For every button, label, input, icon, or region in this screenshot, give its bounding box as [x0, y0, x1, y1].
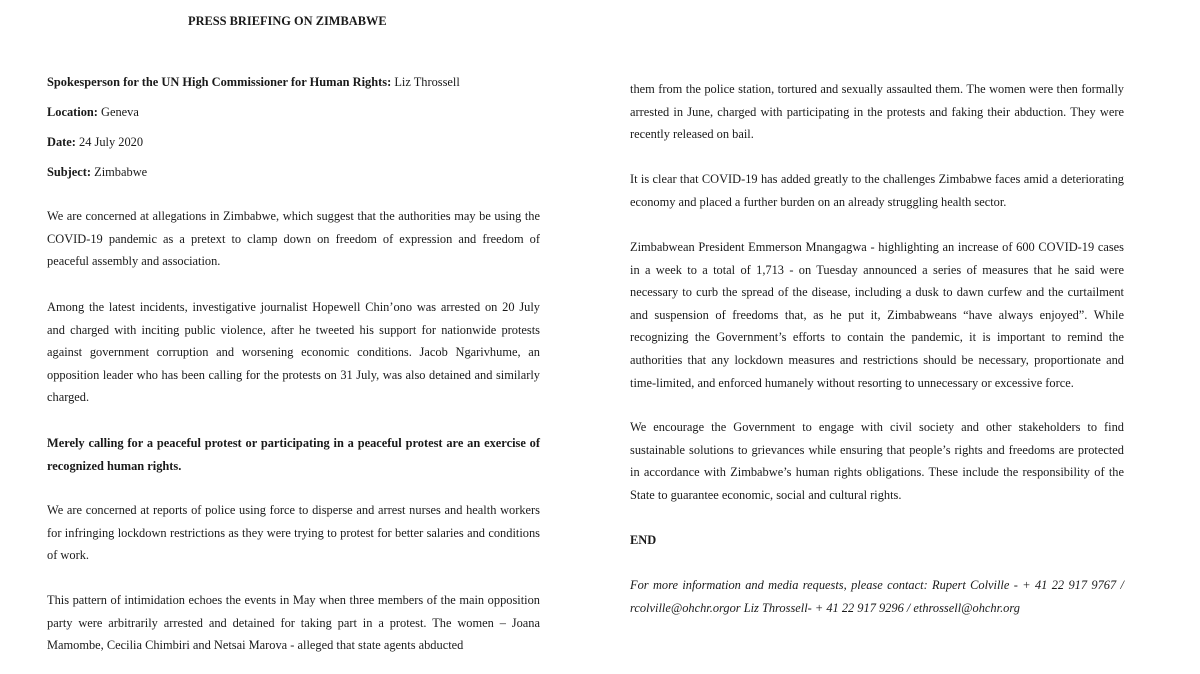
- paragraph-covid-challenges: It is clear that COVID-19 has added greatly to the challenges Zimbabwe faces amid a deteriorating economy and placed a further burden on an already struggling health sector.: [630, 172, 1124, 209]
- spokesperson-label: Spokesperson for the UN High Commissioner for Human Rights:: [47, 75, 392, 89]
- paragraph-encourage-government: We encourage the Government to engage with civil society and other stakeholders to find sustainable solutions to grievances while ensuring that people’s rights and freedoms are protected in accordance with Zimbabwe’s human rights obligations. These include the responsibility of the State to guarantee economic, social and cultural rights.: [630, 420, 1124, 502]
- location-label: Location:: [47, 105, 98, 119]
- paragraph-allegations: We are concerned at allegations in Zimbabwe, which suggest that the authorities may be using the COVID-19 pandemic as a pretext to clamp down on freedom of expression and freedom of peaceful assembly and association.: [47, 209, 540, 269]
- spokesperson-line: [47, 71, 460, 93]
- subject-line: [47, 161, 147, 183]
- subject-value: Zimbabwe: [91, 165, 148, 179]
- paragraph-continuation: them from the police station, tortured and sexually assaulted them. The women were then formally arrested in June, charged with participating in the protests and faking their abduction. They were recently released on bail.: [630, 82, 1124, 142]
- spokesperson-value: Liz Throssell: [391, 75, 460, 89]
- location-value: Geneva: [97, 105, 139, 119]
- date-line: [47, 131, 143, 153]
- paragraph-nurses: We are concerned at reports of police using force to disperse and arrest nurses and health workers for infringing lockdown restrictions as they were trying to protest for better salaries and conditions of work.: [47, 503, 540, 563]
- contact-info: For more information and media requests, please contact: Rupert Colville - + 41 22 917 9767 / rcolville@ohchr.orgor Liz Throssell- + 41 22 917 9296 / ethrossell@ohchr.org: [630, 578, 1124, 615]
- subject-label: Subject:: [47, 165, 92, 179]
- paragraph-intimidation: This pattern of intimidation echoes the events in May when three members of the main opposition party were arbitrarily arrested and detained for taking part in a protest. The women – Joana Mamombe, Cecilia Chimbiri and Netsai Marova - alleged that state agents abducted: [47, 593, 540, 653]
- paragraph-president-measures: Zimbabwean President Emmerson Mnangagwa - highlighting an increase of 600 COVID-19 cases in a week to a total of 1,713 - on Tuesday announced a series of measures that he said were necessary to curb the spread of the disease, including a dusk to dawn curfew and the curtailment and suspension of freedoms that, as he put it, Zimbabweans “have always enjoyed”. While recognizing the Government’s efforts to contain the pandemic, it is important to remind the authorities that any lockdown measures and restrictions should be necessary, proportionate and time-limited, and enforced humanely without resorting to unnecessary or excessive force.: [630, 240, 1124, 390]
- paragraph-arrests: Among the latest incidents, investigative journalist Hopewell Chin’ono was arrested on 20 July and charged with inciting public violence, after he tweeted his support for nationwide protests against government corruption and worsening economic conditions. Jacob Ngarivhume, an opposition leader who has been calling for the protests on 31 July, was also detained and similarly charged.: [47, 300, 540, 405]
- paragraph-rights-emphasis: Merely calling for a peaceful protest or participating in a peaceful protest are an exercise of recognized human rights.: [47, 436, 540, 473]
- date-label: Date:: [47, 135, 76, 149]
- date-value: 24 July 2020: [75, 135, 144, 149]
- end-marker: END: [630, 533, 657, 547]
- location-line: [47, 101, 139, 123]
- document-title: PRESS BRIEFING ON ZIMBABWE: [188, 14, 387, 28]
